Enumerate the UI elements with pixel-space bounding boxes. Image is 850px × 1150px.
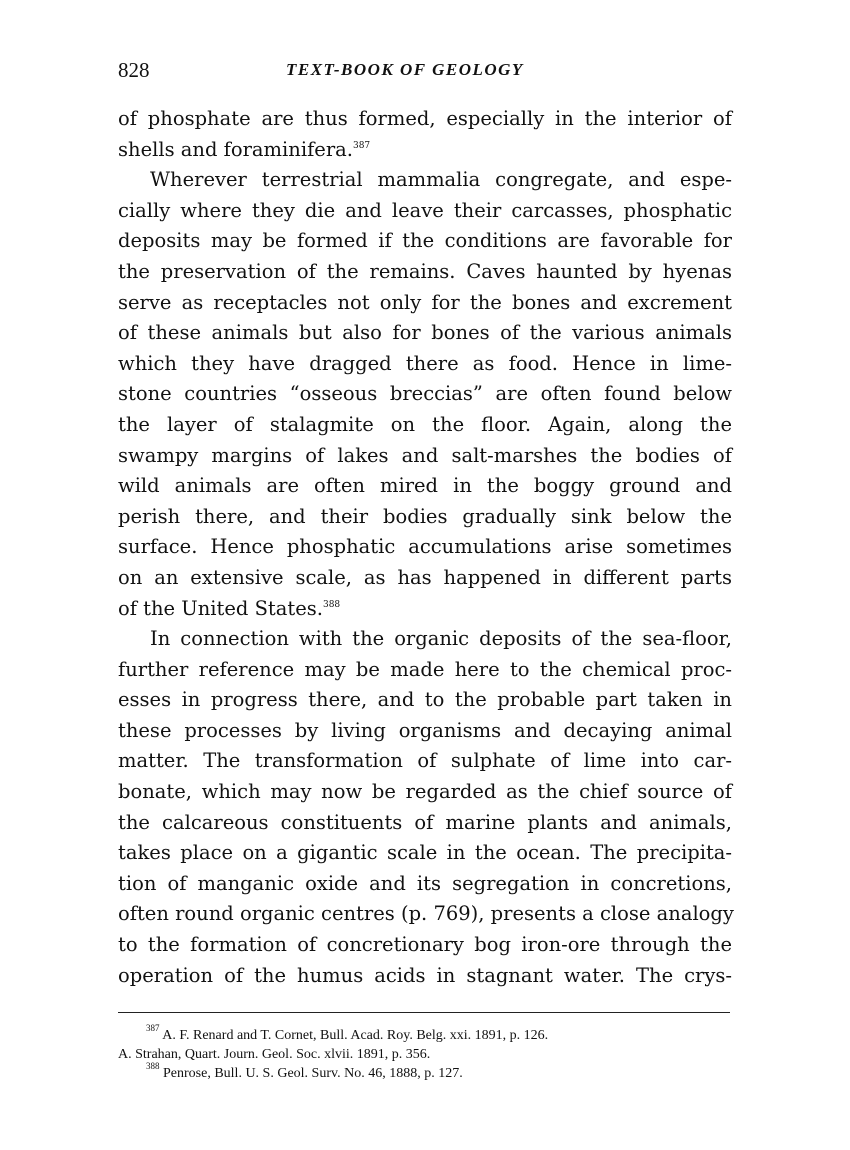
- footnote-388: [118, 1061, 732, 1083]
- text-line: often round organic centres (p. 769), presents a close analogy: [118, 902, 734, 926]
- footnotes: [118, 1023, 732, 1083]
- text-line: takes place on a gigantic scale in the ocean. The precipita-: [118, 841, 732, 865]
- footnote-387: [118, 1023, 732, 1045]
- text-line: operation of the humus acids in stagnant water. The crys-: [118, 963, 732, 987]
- text-line: the calcareous constituents of marine plants and animals,: [118, 810, 732, 834]
- page-header: [118, 58, 730, 90]
- text-line: to the formation of concretionary bog iron-ore through the: [118, 933, 732, 957]
- footnote-387-continued: A. Strahan, Quart. Journ. Geol. Soc. xlvii. 1891, p. 356.: [118, 1047, 431, 1062]
- footnote-marker: 388: [146, 1061, 160, 1071]
- text-line: the preservation of the remains. Caves haunted by hyenas: [118, 259, 732, 283]
- text-line: serve as receptacles not only for the bones and excrement: [118, 290, 732, 314]
- footnote-text: A. F. Renard and T. Cornet, Bull. Acad. Roy. Belg. xxi. 1891, p. 126.: [162, 1028, 549, 1043]
- text-line: surface. Hence phosphatic accumulations arise sometimes: [118, 535, 732, 559]
- footnote-ref: 387: [352, 140, 371, 151]
- footnote-text: Penrose, Bull. U. S. Geol. Surv. No. 46, 1888, p. 127.: [163, 1066, 463, 1081]
- text-line: [118, 135, 732, 166]
- text-line: further reference may be made here to the chemical proc-: [118, 657, 732, 681]
- text-fragment: of the United States.: [118, 596, 323, 620]
- text-line: the layer of stalagmite on the floor. Again, along the: [118, 412, 732, 436]
- text-line: which they have dragged there as food. Hence in lime-: [118, 351, 732, 375]
- text-line: [118, 594, 732, 625]
- text-line: perish there, and their bodies gradually sink below the: [118, 504, 732, 528]
- footnote-divider: [118, 1012, 730, 1013]
- text-line: bonate, which may now be regarded as the chief source of: [118, 780, 732, 804]
- text-line: esses in progress there, and to the probable part taken in: [118, 688, 732, 712]
- text-line: matter. The transformation of sulphate of lime into car-: [118, 749, 732, 773]
- text-line: these processes by living organisms and decaying animal: [118, 718, 732, 742]
- text-line: deposits may be formed if the conditions are favorable for: [118, 229, 732, 253]
- text-line: tion of manganic oxide and its segregation in concretions,: [118, 871, 732, 895]
- paragraph-start-line: Wherever terrestrial mammalia congregate, and espe-: [150, 168, 732, 192]
- text-line: wild animals are often mired in the boggy ground and: [118, 474, 732, 498]
- running-title: TEXT-BOOK OF GEOLOGY: [286, 60, 524, 79]
- text-line: swampy margins of lakes and salt-marshes the bodies of: [118, 443, 732, 467]
- paragraph-start-line: In connection with the organic deposits of the sea-floor,: [150, 627, 732, 651]
- text-fragment: shells and foraminifera.: [118, 137, 353, 161]
- text-line: of phosphate are thus formed, especially in the interior of: [118, 107, 732, 130]
- text-line: stone countries “osseous breccias” are often found below: [118, 382, 732, 406]
- text-line: cially where they die and leave their carcasses, phosphatic: [118, 198, 732, 222]
- footnote-ref: 388: [322, 599, 341, 610]
- body-text: [118, 104, 732, 991]
- text-line: on an extensive scale, as has happened in different parts: [118, 565, 732, 589]
- text-line: of these animals but also for bones of the various animals: [118, 321, 732, 345]
- footnote-marker: 387: [146, 1023, 160, 1033]
- page-number: 828: [118, 58, 150, 82]
